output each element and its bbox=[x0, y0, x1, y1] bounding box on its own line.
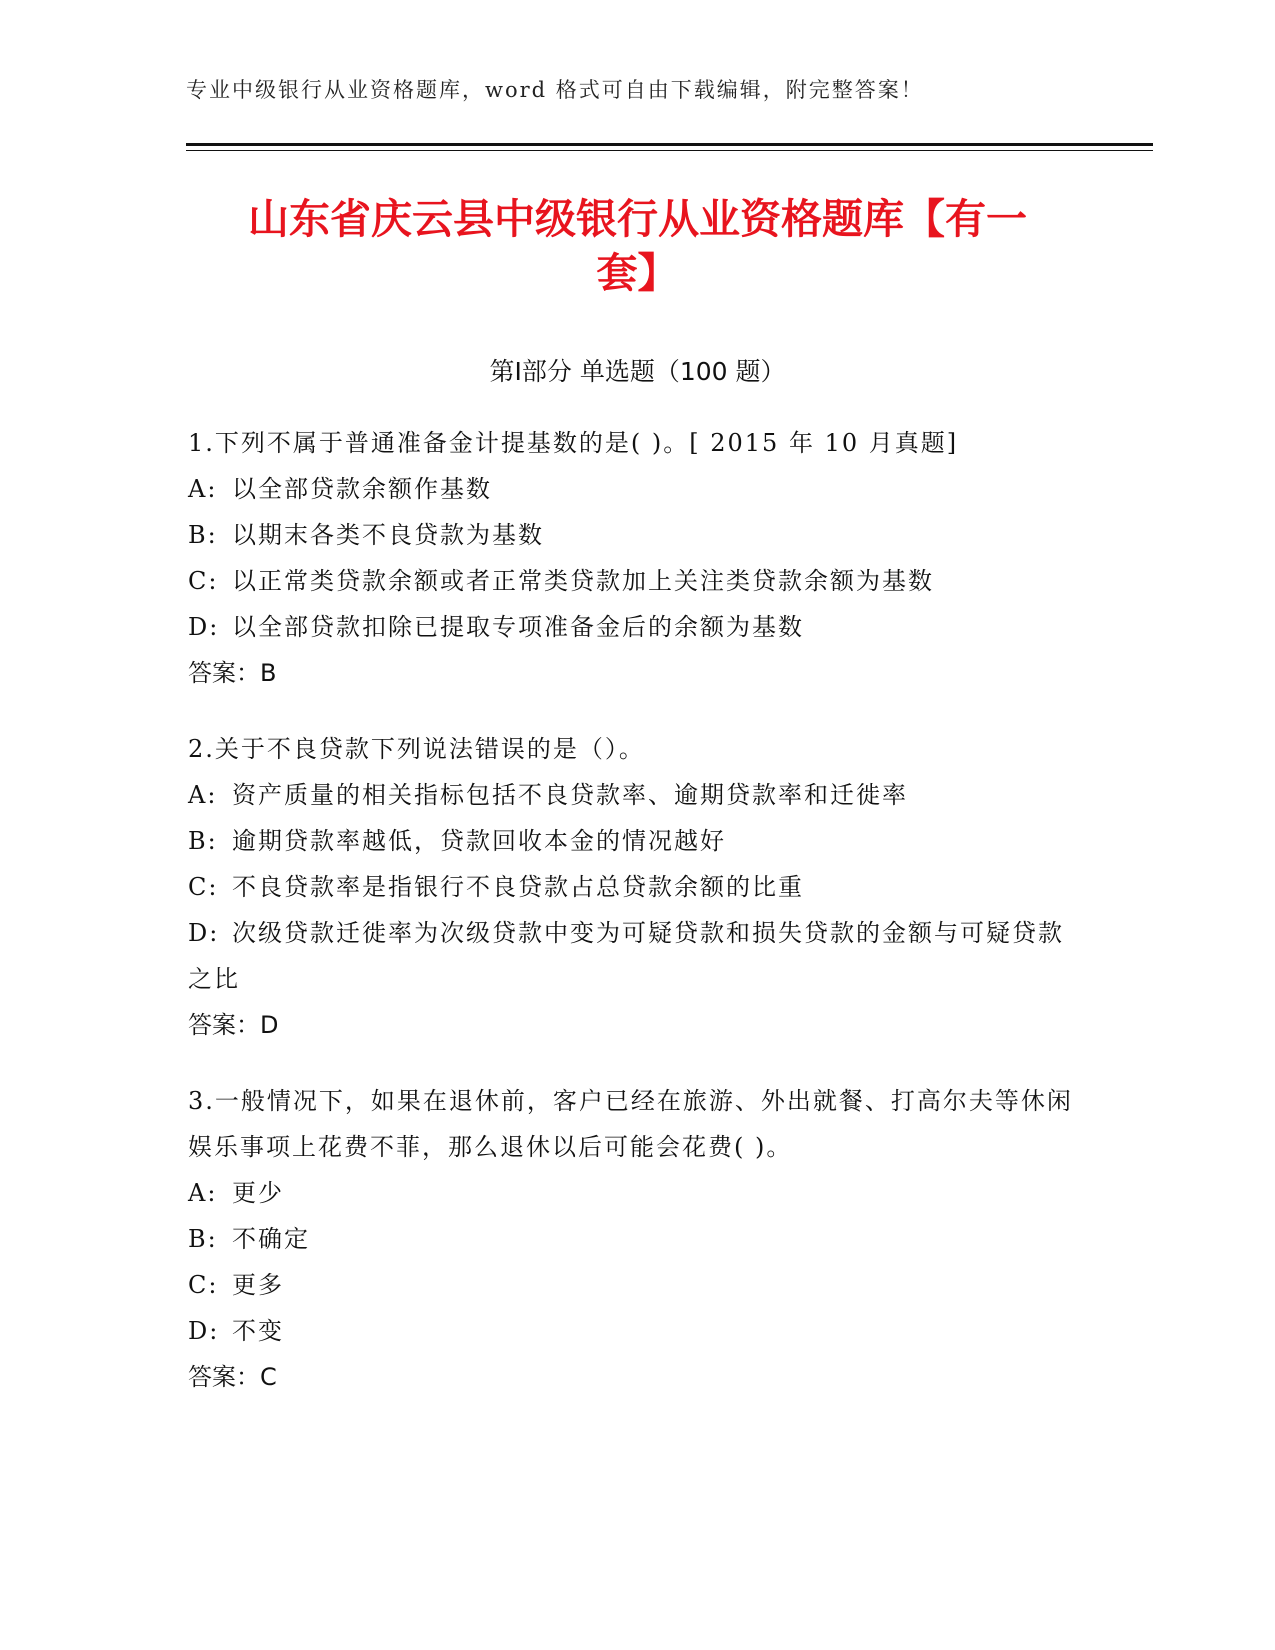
option-label: B: bbox=[188, 1225, 218, 1253]
option-label: D: bbox=[188, 1317, 220, 1345]
answer-line: 答案：D bbox=[188, 1011, 279, 1039]
option-text: 不良贷款率是指银行不良贷款占总贷款余额的比重 bbox=[232, 873, 804, 901]
option-c bbox=[188, 558, 1078, 604]
document-title-line-1: 山东省庆云县中级银行从业资格题库【有一 bbox=[248, 195, 1027, 243]
option-d bbox=[188, 604, 1078, 650]
document-title bbox=[186, 192, 1089, 300]
option-text: 逾期贷款率越低，贷款回收本金的情况越好 bbox=[232, 827, 726, 855]
header-note: 专业中级银行从业资格题库，word 格式可自由下载编辑，附完整答案！ bbox=[186, 78, 924, 102]
option-label: D: bbox=[188, 613, 220, 641]
option-text: 不确定 bbox=[232, 1225, 310, 1253]
header-rule-thin bbox=[186, 150, 1153, 151]
question-stem: 1.下列不属于普通准备金计提基数的是( )。[ 2015 年 10 月真题] bbox=[188, 429, 959, 457]
option-a bbox=[188, 772, 1078, 818]
answer-line: 答案：B bbox=[188, 659, 277, 687]
document-title-line-2: 套】 bbox=[596, 249, 679, 297]
option-c bbox=[188, 864, 1078, 910]
option-label: D: bbox=[188, 919, 220, 947]
option-d bbox=[188, 1308, 1078, 1354]
question-block-2 bbox=[188, 726, 1078, 1048]
option-text: 以全部贷款余额作基数 bbox=[232, 475, 492, 503]
header-rule-thick bbox=[186, 143, 1153, 146]
option-b bbox=[188, 1216, 1078, 1262]
option-text: 次级贷款迁徙率为次级贷款中变为可疑贷款和损失贷款的金额与可疑贷款之比 bbox=[188, 919, 1064, 993]
option-label: C: bbox=[188, 1271, 219, 1299]
option-text: 更多 bbox=[232, 1271, 284, 1299]
option-label: A: bbox=[188, 475, 218, 503]
option-text: 更少 bbox=[232, 1179, 284, 1207]
section-title: 第Ⅰ部分 单选题（100 题） bbox=[489, 357, 786, 386]
option-a bbox=[188, 1170, 1078, 1216]
option-label: C: bbox=[188, 873, 219, 901]
option-label: B: bbox=[188, 827, 218, 855]
option-c bbox=[188, 1262, 1078, 1308]
answer-line: 答案：C bbox=[188, 1363, 277, 1391]
question-stem: 3.一般情况下，如果在退休前，客户已经在旅游、外出就餐、打高尔夫等休闲娱乐事项上花费不菲，那么退休以后可能会花费( )。 bbox=[188, 1087, 1073, 1161]
question-block-1 bbox=[188, 420, 1078, 696]
question-stem: 2.关于不良贷款下列说法错误的是（）。 bbox=[188, 735, 645, 763]
option-text: 以正常类贷款余额或者正常类贷款加上关注类贷款余额为基数 bbox=[232, 567, 934, 595]
question-block-3 bbox=[188, 1078, 1078, 1400]
option-text: 资产质量的相关指标包括不良贷款率、逾期贷款率和迁徙率 bbox=[232, 781, 908, 809]
option-text: 不变 bbox=[232, 1317, 284, 1345]
option-a bbox=[188, 466, 1078, 512]
option-d bbox=[188, 910, 1078, 1002]
option-label: A: bbox=[188, 781, 218, 809]
option-text: 以期末各类不良贷款为基数 bbox=[232, 521, 544, 549]
option-b bbox=[188, 512, 1078, 558]
option-b bbox=[188, 818, 1078, 864]
option-label: B: bbox=[188, 521, 218, 549]
option-text: 以全部贷款扣除已提取专项准备金后的余额为基数 bbox=[232, 613, 804, 641]
option-label: C: bbox=[188, 567, 219, 595]
option-label: A: bbox=[188, 1179, 218, 1207]
